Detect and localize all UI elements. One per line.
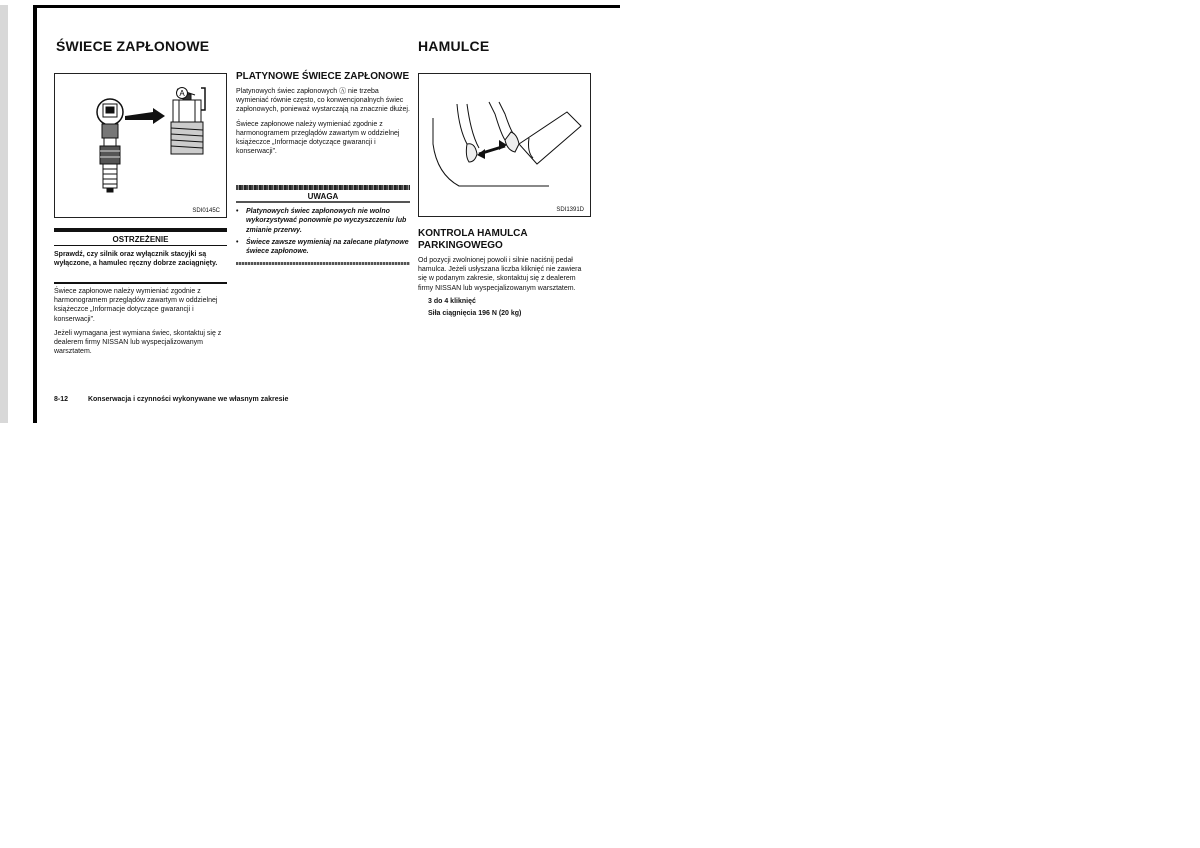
warning-title: OSTRZEŻENIE [112, 235, 169, 244]
page-top-border [33, 5, 620, 8]
spark-plug-figure [54, 73, 227, 218]
scan-edge [0, 5, 8, 423]
page-number: 8-12 [54, 396, 69, 403]
brakes-heading: HAMULCE [418, 38, 490, 54]
parking-brake-section [418, 228, 590, 321]
spark-plugs-heading: ŚWIECE ZAPŁONOWE [56, 38, 210, 54]
paragraph: Świece zapłonowe należy wymieniać zgodnie z harmonogramem przeglądów zawartym w oddzielnej książeczce „Informacje dotyczące gwarancji i konserwacji”. [54, 288, 218, 323]
platinum-plugs-section [236, 71, 410, 161]
paragraph: Platynowych świec zapłonowych Ⓐ nie trzeba wymieniać równie często, co konwencjonalnych świec zapłonowych, ponieważ wystarczają na znacznie dłużej. [236, 88, 410, 114]
caution-top-bar [236, 185, 410, 190]
caution-title: UWAGA [307, 192, 339, 201]
spark-plug-illustration [55, 74, 226, 217]
chapter-title: Konserwacja i czynności wykonywane we własnym zakresie [87, 396, 289, 403]
paragraph: Świece zapłonowe należy wymieniać zgodnie z harmonogramem przeglądów zawartym w oddzielnej książeczce „Informacje dotyczące gwarancji i konserwacji”. [236, 120, 400, 156]
paragraph: Jeżeli wymagana jest wymiana świec, skontaktuj się z dealerem firmy NISSAN lub wyspecjalizowanym warsztatem. [54, 329, 222, 356]
caution-list [236, 207, 410, 259]
callout-a-label: A [179, 89, 185, 98]
figure-code: SDI0145C [192, 208, 220, 214]
warning-text: Sprawdź, czy silnik oraz wyłącznik stacyjki są wyłączone, a hamulec ręczny dobrze zaciągnięty. [54, 251, 218, 268]
spec-clicks: 3 do 4 kliknięć [428, 297, 476, 305]
brake-pedal-illustration [419, 74, 590, 216]
parking-brake-heading: KONTROLA HAMULCA PARKINGOWEGO [418, 228, 528, 251]
platinum-plugs-heading: PLATYNOWE ŚWIECE ZAPŁONOWE [236, 71, 410, 82]
paragraph: Od pozycji zwolnionej powoli i silnie naciśnij pedał hamulca. Jeżeli usłyszana liczba kliknięć nie zawiera się w podanym zakresie, skontaktuj się z dealerem firmy NISSAN lub wyspecjalizowanym warsztatem. [418, 257, 582, 292]
spec-force: Siła ciągnięcia 196 N (20 kg) [428, 310, 522, 318]
warning-bottom-bar [54, 282, 227, 284]
figure-code: SDI1391D [556, 207, 584, 213]
caution-item: • Świece zawsze wymieniaj na zalecane platynowe świece zapłonowe. [236, 238, 410, 257]
spark-plugs-body [54, 287, 227, 361]
page-left-border [33, 5, 37, 423]
brake-pedal-figure [418, 73, 591, 217]
warning-top-bar [54, 228, 227, 232]
warning-divider [54, 245, 227, 246]
caution-divider [236, 201, 410, 203]
caution-item: • Platynowych świec zapłonowych nie wolno wykorzystywać ponownie po wyczyszczeniu lub zmianie przerwy. [236, 207, 410, 235]
caution-bottom-bar [236, 262, 410, 265]
page-footer [54, 396, 288, 403]
